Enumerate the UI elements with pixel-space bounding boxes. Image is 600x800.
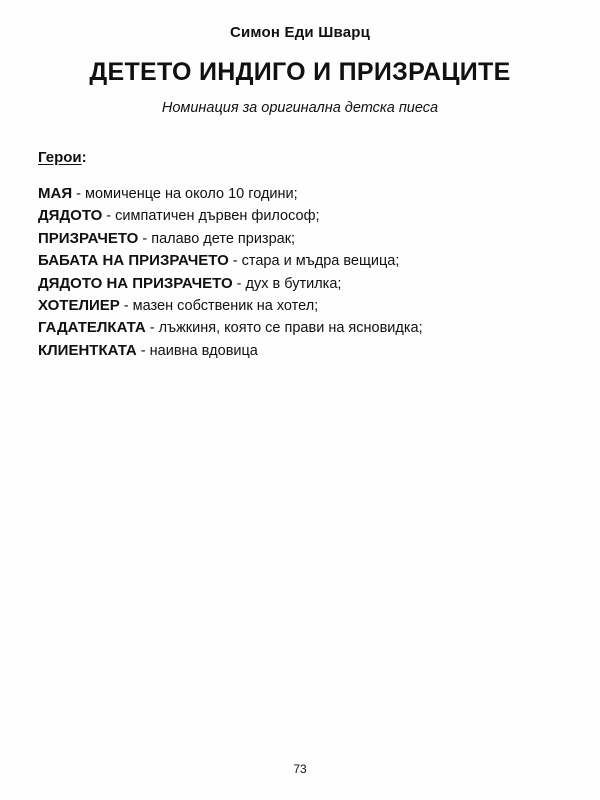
character-item [38, 250, 423, 272]
character-name: ХОТЕЛИЕР [38, 297, 120, 315]
character-description: - момиченце на около 10 години; [72, 186, 298, 202]
character-description: - наивна вдовица [136, 342, 258, 359]
character-name: КЛИЕНТКАТА [38, 341, 137, 359]
character-description: - лъжкиня, която се прави на ясновидка; [145, 320, 423, 337]
character-name: ДЯДОТО НА ПРИЗРАЧЕТО [38, 274, 233, 292]
page-number: 73 [293, 762, 307, 776]
character-list [38, 183, 423, 362]
character-description: - симпатичен дървен философ; [102, 208, 320, 225]
character-item [38, 205, 423, 227]
characters-heading-label: Герои [38, 149, 82, 166]
character-name: МАЯ [38, 185, 73, 202]
author-name: Симон Еди Шварц [229, 24, 371, 41]
character-description: - дух в бутилка; [232, 275, 342, 292]
character-name: БАБАТА НА ПРИЗРАЧЕТО [38, 252, 229, 270]
characters-heading-colon: : [81, 149, 87, 166]
character-name: ПРИЗРАЧЕТО [38, 229, 139, 247]
character-item [38, 340, 423, 362]
character-item [38, 317, 423, 339]
characters-heading [38, 149, 87, 166]
character-item [38, 183, 423, 205]
character-item [38, 273, 423, 295]
character-description: - палаво дете призрак; [138, 230, 296, 247]
character-name: ДЯДОТО [38, 207, 103, 225]
character-item [38, 228, 423, 250]
character-item [38, 295, 423, 317]
play-title: ДЕТЕТО ИНДИГО И ПРИЗРАЦИТЕ [89, 58, 511, 86]
character-name: ГАДАТЕЛКАТА [38, 319, 146, 337]
character-description: - мазен собственик на хотел; [119, 298, 319, 315]
play-subtitle: Номинация за оригинална детска пиеса [161, 100, 439, 116]
character-description: - стара и мъдра вещица; [228, 253, 400, 270]
